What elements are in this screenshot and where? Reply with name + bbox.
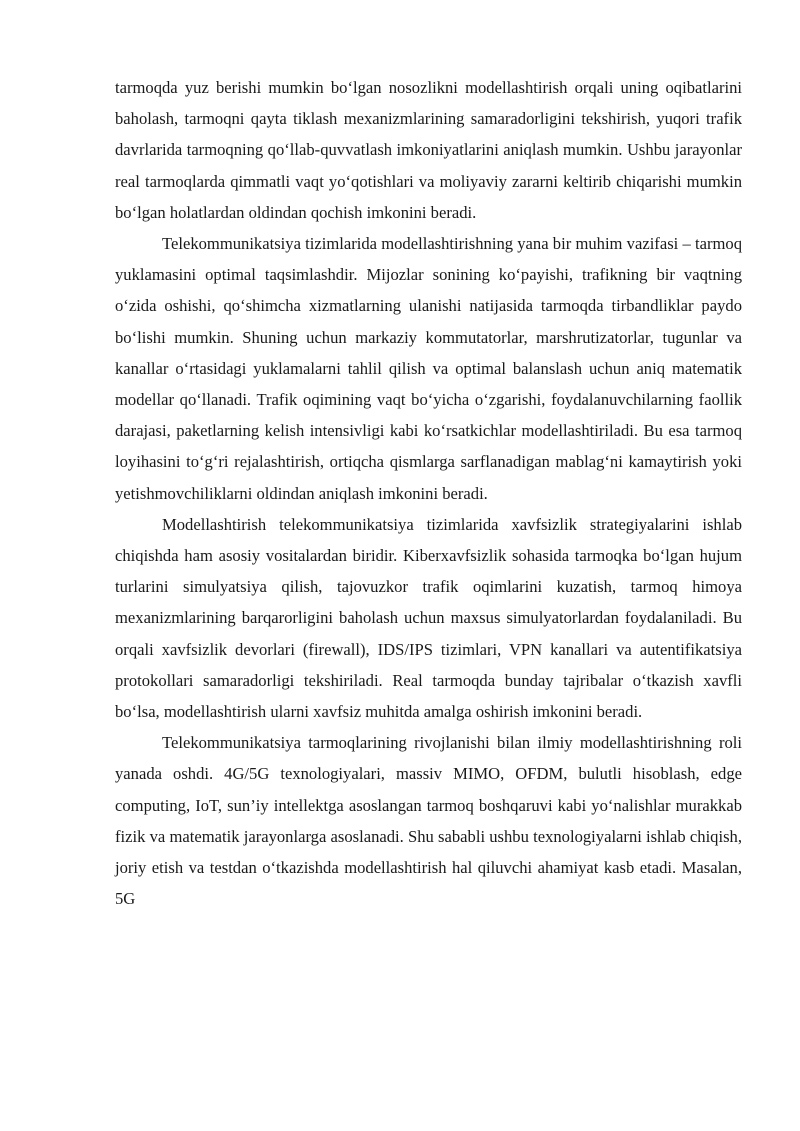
document-body: [115, 72, 742, 914]
paragraph-security: Modellashtirish telekommunikatsiya tizimlarida xavfsizlik strategiyalarini ishlab chiqishda ham asosiy vositalardan biridir. Kiberxavfsizlik sohasida tarmoqka bo‘lgan hujum turlarini simulyatsiya qilish, tajovuzkor trafik oqimlarini kuzatish, tarmoq himoya mexanizmlarining barqarorligini baholash uchun maxsus simulyatorlardan foydalaniladi. Bu orqali xavfsizlik devorlari (firewall), IDS/IPS tizimlari, VPN kanallari va autentifikatsiya protokollari samaradorligi tekshiriladi. Real tarmoqda bunday tajribalar o‘tkazish xavfli bo‘lsa, modellashtirish ularni xavfsiz muhitda amalga oshirish imkonini beradi.: [115, 514, 742, 722]
paragraph-load-balancing: Telekommunikatsiya tizimlarida modellashtirishning yana bir muhim vazifasi – tarmoq yuklamasini optimal taqsimlashdir. Mijozlar sonining ko‘payishi, trafikning bir vaqtning o‘zida oshishi, qo‘shimcha xizmatlarning ulanishi natijasida tarmoqda tirbandliklar paydo bo‘lishi mumkin. Shuning uchun markaziy kommutatorlar, marshrutizatorlar, tugunlar va kanallar o‘rtasidagi yuklamalarni tahlil qilish va optimal balanslash uchun aniq matematik modellar qo‘llanadi. Trafik oqimining vaqt bo‘yicha o‘zgarishi, foydalanuvchilarning faollik darajasi, paketlarning kelish intensivligi kabi ko‘rsatkichlar modellashtiriladi. Bu esa tarmoq loyihasini to‘g‘ri rejalashtirish, ortiqcha qismlarga sarflanadigan mablag‘ni kamaytirish yoki yetishmovchiliklarni oldindan aniqlash imkonini beradi.: [115, 234, 742, 503]
paragraph-technologies: Telekommunikatsiya tarmoqlarining rivojlanishi bilan ilmiy modellashtirishning roli yanada oshdi. 4G/5G texnologiyalari, massiv MIMO, OFDM, bulutli hisoblash, edge computing, IoT, sun’iy intellektga asoslangan tarmoq boshqaruvi kabi yo‘nalishlar murakkab fizik va matematik jarayonlarga asoslanadi. Shu sababli ushbu texnologiyalarni ishlab chiqish, joriy etish va testdan o‘tkazishda modellashtirish hal qiluvchi ahamiyat kasb etadi. Masalan, 5G: [115, 733, 742, 909]
paragraph-continuation: tarmoqda yuz berishi mumkin bo‘lgan nosozlikni modellashtirish orqali uning oqibatlarini baholash, tarmoqni qayta tiklash mexanizmlarining samaradorligini tekshirish, yuqori trafik davrlarida tarmoqning qo‘llab-quvvatlash imkoniyatlarini aniqlash mumkin. Ushbu jarayonlar real tarmoqlarda qimmatli vaqt yo‘qotishlari va moliyaviy zararni keltirib chiqarishi mumkin bo‘lgan holatlardan oldindan qochish imkonini beradi.: [115, 78, 742, 222]
